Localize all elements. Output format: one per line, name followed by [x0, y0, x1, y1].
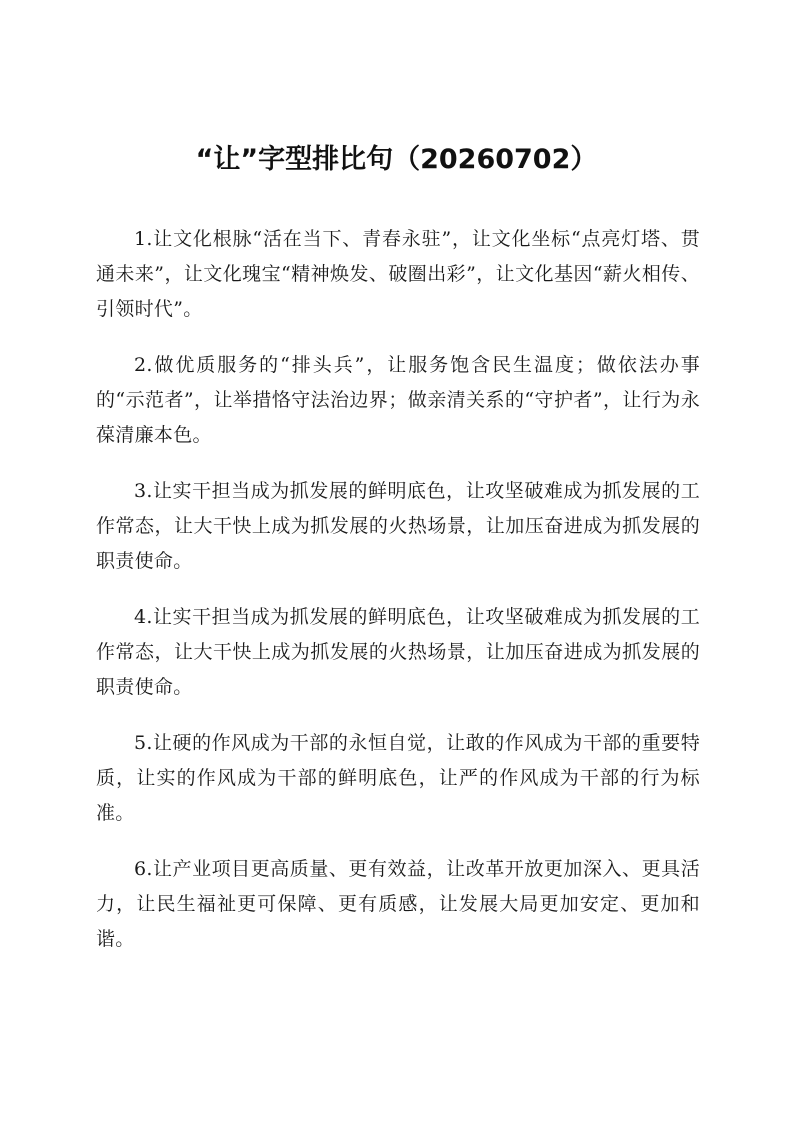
document-title: “让”字型排比句（20260702）: [195, 144, 598, 175]
paragraph-6: 6.让产业项目更高质量、更有效益，让改革开放更加深入、更具活力，让民生福祉更可保障、更有质感，让发展大局更加安定、更加和谐。: [96, 858, 700, 950]
paragraph-3: 3.让实干担当成为抓发展的鲜明底色，让攻坚破难成为抓发展的工作常态，让大干快上成为抓发展的火热场景，让加压奋进成为抓发展的职责使命。: [96, 480, 700, 572]
document-body: [96, 222, 700, 978]
paragraph-2: 2.做优质服务的“排头兵”，让服务饱含民生温度；做依法办事的“示范者”，让举措恪守法治边界；做亲清关系的“守护者”，让行为永葆清廉本色。: [96, 354, 700, 446]
paragraph-5: 5.让硬的作风成为干部的永恒自觉，让敢的作风成为干部的重要特质，让实的作风成为干部的鲜明底色，让严的作风成为干部的行为标准。: [96, 732, 700, 824]
paragraph-1: 1.让文化根脉“活在当下、青春永驻”，让文化坐标“点亮灯塔、贯通未来”，让文化瑰宝“精神焕发、破圈出彩”，让文化基因“薪火相传、引领时代”。: [96, 228, 700, 320]
paragraph-4: 4.让实干担当成为抓发展的鲜明底色，让攻坚破难成为抓发展的工作常态，让大干快上成为抓发展的火热场景，让加压奋进成为抓发展的职责使命。: [96, 606, 700, 698]
